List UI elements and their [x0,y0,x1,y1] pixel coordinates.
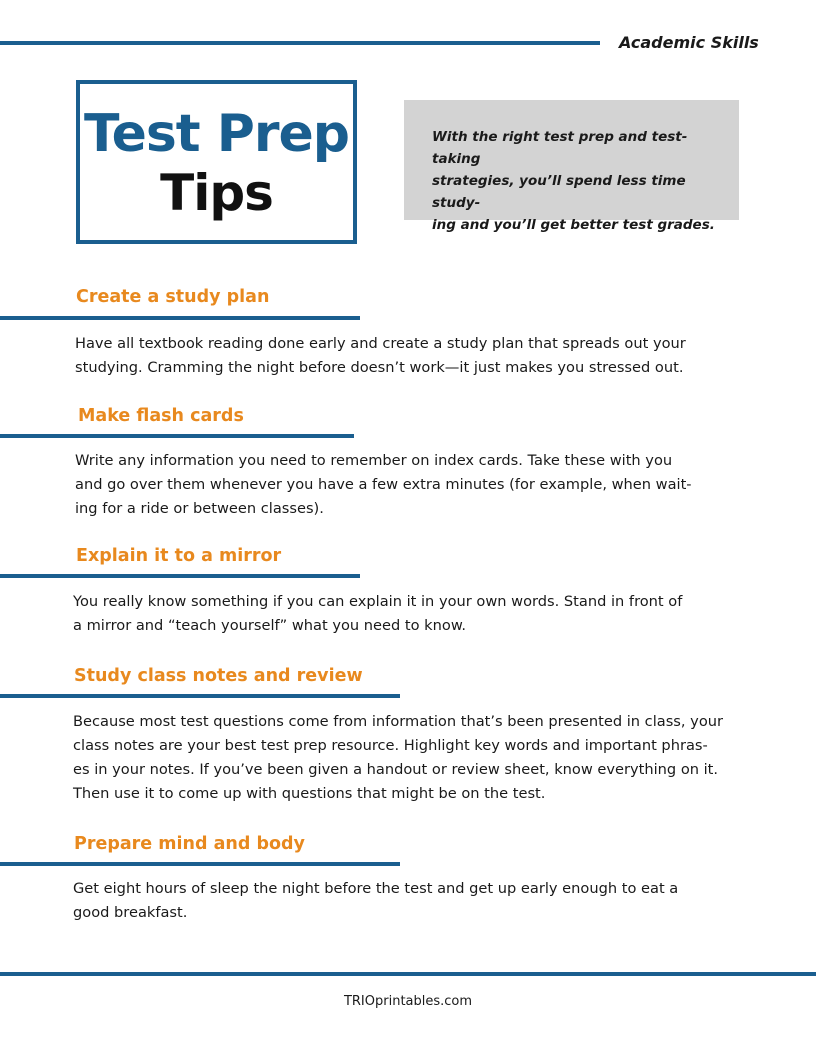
section-heading-flash-cards: Make flash cards [78,406,244,426]
body-line: a mirror and “teach yourself” what you need to know. [73,617,467,634]
section-heading-study-plan: Create a study plan [76,287,270,307]
body-line: es in your notes. If you’ve been given a handout or review sheet, know everything on it. [73,761,719,778]
section-body-flash-cards [75,449,760,521]
section-body-study-plan [75,332,760,380]
intro-line: ing and you’ll get better test grades. [432,217,715,233]
body-line: Because most test questions come from information that’s been presented in class, your [73,713,723,730]
footer-rule [0,972,816,976]
category-label: Academic Skills [619,33,759,52]
page-subtitle: Tips [160,164,273,222]
body-line: Then use it to come up with questions that might be on the test. [73,785,546,802]
title-box [76,80,357,244]
intro-line: strategies, you’ll spend less time study- [432,173,686,211]
body-line: Get eight hours of sleep the night before the test and get up early enough to eat a [73,880,679,897]
section-rule [0,574,360,578]
body-line: and go over them whenever you have a few extra minutes (for example, when wait- [75,476,692,493]
section-rule [0,434,354,438]
header-rule [0,41,600,45]
section-rule [0,694,400,698]
body-line: You really know something if you can explain it in your own words. Stand in front of [73,593,683,610]
intro-box [404,100,739,233]
section-body-mirror [73,590,758,638]
body-line: ing for a ride or between classes). [75,500,324,517]
footer-site: TRIOprintables.com [343,994,473,1009]
section-heading-mirror: Explain it to a mirror [76,546,282,566]
body-line: class notes are your best test prep resource. Highlight key words and important phras- [73,737,708,754]
body-line: good breakfast. [73,904,188,921]
section-heading-class-notes: Study class notes and review [74,666,363,686]
section-rule [0,862,400,866]
section-heading-mind-body: Prepare mind and body [74,834,305,854]
body-line: studying. Cramming the night before doesn’t work—it just makes you stressed out. [75,359,684,376]
section-body-mind-body [73,877,758,925]
body-line: Write any information you need to remember on index cards. Take these with you [75,452,673,469]
intro-line: With the right test prep and test-taking [432,129,688,167]
section-body-class-notes [73,710,773,806]
body-line: Have all textbook reading done early and create a study plan that spreads out your [75,335,686,352]
section-rule [0,316,360,320]
page-title: Test Prep [84,104,349,164]
